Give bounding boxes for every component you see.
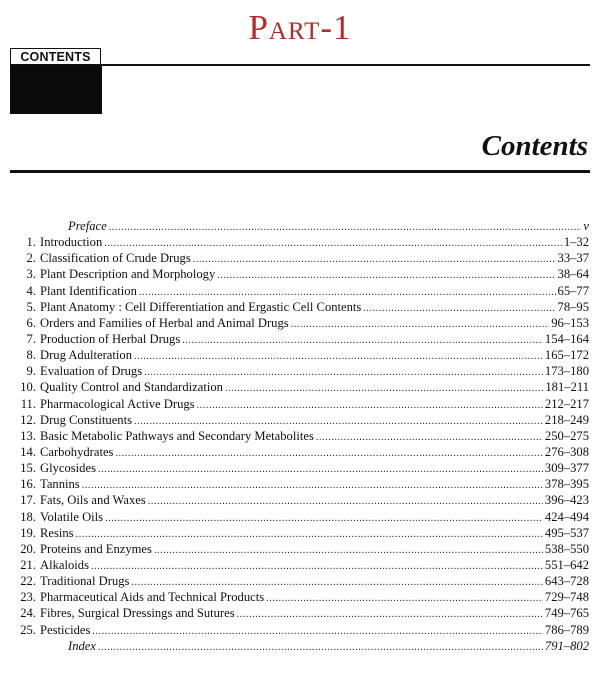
toc-entry-pages: 1–32	[563, 235, 589, 250]
toc-entry-pages: 749–765	[544, 606, 589, 621]
toc-entry-number: 20.	[20, 541, 36, 556]
toc-entry-pages: 218–249	[544, 412, 589, 427]
toc-entry-title: Pesticides	[40, 622, 91, 637]
toc-entry-pages: 396–423	[544, 493, 589, 508]
toc-entry	[8, 379, 589, 395]
toc-entry-pages: 173–180	[544, 364, 589, 379]
toc-entry-pages: 33–37	[557, 251, 589, 266]
toc-entry-pages: 424–494	[544, 509, 589, 524]
toc-entry-pages: 729–748	[544, 590, 589, 605]
heading-rule	[10, 170, 590, 173]
toc-entry-number: 9.	[26, 364, 36, 379]
toc-entry-pages: 643–728	[544, 574, 589, 589]
toc-entry-number: 1.	[26, 235, 36, 250]
toc-entry-pages: 276–308	[544, 444, 589, 459]
toc-entry-number: 3.	[26, 267, 36, 282]
toc-entry-number: 22.	[20, 574, 36, 589]
toc-entry	[8, 605, 589, 621]
toc-entry-number: 12.	[20, 412, 36, 427]
dot-leader	[115, 446, 542, 462]
dot-leader	[91, 559, 543, 575]
toc-entry	[8, 218, 589, 234]
toc-entry-number: 13.	[20, 428, 36, 443]
toc-entry-title: Evaluation of Drugs	[40, 364, 143, 379]
dot-leader	[197, 398, 543, 414]
dot-leader	[98, 640, 543, 656]
dot-leader	[193, 252, 556, 268]
toc-entry-title: Tannins	[40, 477, 80, 492]
toc-entry-title: Quality Control and Standardization	[40, 380, 223, 395]
toc-entry-pages: 96–153	[551, 315, 589, 330]
toc-entry-number: 19.	[20, 525, 36, 540]
toc-entry-number: 25.	[20, 622, 36, 637]
toc-entry-number: 16.	[20, 477, 36, 492]
toc-entry	[8, 428, 589, 444]
toc-entry	[8, 622, 589, 638]
toc-entry	[8, 234, 589, 250]
toc-entry-number: 21.	[20, 557, 36, 572]
dot-leader	[363, 301, 555, 317]
toc-entry-number: 8.	[26, 348, 36, 363]
toc-entry	[8, 525, 589, 541]
dot-leader	[82, 478, 543, 494]
toc-entry-title: Glycosides	[40, 461, 96, 476]
toc-entry	[8, 412, 589, 428]
contents-heading: Contents	[481, 130, 588, 162]
dot-leader	[134, 349, 543, 365]
toc-entry-title: Proteins and Enzymes	[40, 541, 152, 556]
dot-leader	[98, 462, 543, 478]
toc-entry-pages: 38–64	[557, 267, 589, 282]
toc-entry-pages: 495–537	[544, 525, 589, 540]
toc-entry-title: Fibres, Surgical Dressings and Sutures	[40, 606, 235, 621]
toc-entry-pages: 165–172	[544, 348, 589, 363]
toc-entry	[8, 283, 589, 299]
toc-entry-pages: 78–95	[557, 299, 589, 314]
toc-entry-title: Traditional Drugs	[40, 574, 130, 589]
dot-leader	[266, 591, 543, 607]
top-rule	[10, 64, 590, 66]
toc-entry-title: Classification of Crude Drugs	[40, 251, 191, 266]
toc-entry-number: 17.	[20, 493, 36, 508]
toc-entry	[8, 444, 589, 460]
dot-leader	[225, 381, 543, 397]
toc-entry-title: Fats, Oils and Waxes	[40, 493, 146, 508]
toc-entry-title: Preface	[68, 219, 107, 233]
contents-tab: CONTENTS	[10, 48, 101, 65]
dot-leader	[316, 430, 543, 446]
dot-leader	[182, 333, 543, 349]
header-black-block	[10, 64, 102, 114]
toc-entry	[8, 492, 589, 508]
toc-entry	[8, 509, 589, 525]
toc-entry	[8, 315, 589, 331]
toc-entry-pages: 551–642	[544, 557, 589, 572]
toc-entry	[8, 347, 589, 363]
dot-leader	[105, 511, 543, 527]
toc-entry-title: Plant Description and Morphology	[40, 267, 216, 282]
toc-entry-number: 4.	[26, 283, 36, 298]
dot-leader	[291, 317, 550, 333]
toc-entry-title: Index	[68, 638, 96, 653]
toc-entry-pages: 786–789	[544, 622, 589, 637]
dot-leader	[237, 607, 543, 623]
toc-entry	[8, 266, 589, 282]
toc-entry-title: Production of Herbal Drugs	[40, 331, 181, 346]
toc-entry-number: 2.	[26, 251, 36, 266]
toc-entry	[8, 638, 589, 654]
toc-entry-title: Drug Adulteration	[40, 348, 132, 363]
toc-entry-title: Carbohydrates	[40, 444, 114, 459]
toc-entry-pages: 791–802	[544, 638, 589, 653]
toc-entry-pages: 378–395	[544, 477, 589, 492]
toc-entry-number: 11.	[20, 396, 36, 411]
toc-entry	[8, 299, 589, 315]
toc-entry-pages: 181–211	[545, 380, 589, 395]
toc-entry-pages: 154–164	[544, 331, 589, 346]
toc-entry-pages: v	[583, 219, 589, 233]
toc-entry-title: Resins	[40, 525, 74, 540]
toc-entry-title: Orders and Families of Herbal and Animal Drugs	[40, 315, 289, 330]
toc-entry	[8, 557, 589, 573]
dot-leader	[148, 494, 543, 510]
part-title: Part-1	[248, 8, 352, 47]
toc-entry-title: Introduction	[40, 235, 103, 250]
toc-entry	[8, 476, 589, 492]
toc-entry	[8, 460, 589, 476]
toc-entry-title: Basic Metabolic Pathways and Secondary Metabolites	[40, 428, 314, 443]
toc-entry-pages: 65–77	[557, 283, 589, 298]
toc-entry-title: Alkaloids	[40, 557, 89, 572]
toc-entry-number: 24.	[20, 606, 36, 621]
toc-entry	[8, 541, 589, 557]
toc-entry-number: 6.	[26, 315, 36, 330]
toc-list	[8, 218, 589, 654]
toc-entry-title: Volatile Oils	[40, 509, 104, 524]
toc-entry-number: 23.	[20, 590, 36, 605]
toc-entry-pages: 250–275	[544, 428, 589, 443]
toc-entry-pages: 212–217	[544, 396, 589, 411]
toc-entry-title: Pharmaceutical Aids and Technical Products	[40, 590, 265, 605]
toc-entry-number: 14.	[20, 444, 36, 459]
toc-entry-number: 5.	[26, 299, 36, 314]
toc-entry-pages: 538–550	[544, 541, 589, 556]
dot-leader	[109, 220, 582, 236]
toc-entry	[8, 396, 589, 412]
toc-entry	[8, 250, 589, 266]
toc-entry-title: Plant Anatomy : Cell Differentiation and Ergastic Cell Contents	[40, 299, 362, 314]
toc-entry	[8, 363, 589, 379]
toc-entry	[8, 331, 589, 347]
toc-entry-number: 7.	[26, 331, 36, 346]
toc-entry-number: 15.	[20, 461, 36, 476]
toc-entry-pages: 309–377	[544, 461, 589, 476]
toc-entry-title: Pharmacological Active Drugs	[40, 396, 195, 411]
toc-entry	[8, 573, 589, 589]
toc-entry-title: Plant Identification	[40, 283, 137, 298]
dot-leader	[92, 624, 543, 640]
dot-leader	[217, 268, 555, 284]
dot-leader	[154, 543, 543, 559]
toc-entry	[8, 589, 589, 605]
toc-entry-number: 18.	[20, 509, 36, 524]
toc-entry-number: 10.	[20, 380, 36, 395]
toc-entry-title: Drug Constituents	[40, 412, 133, 427]
